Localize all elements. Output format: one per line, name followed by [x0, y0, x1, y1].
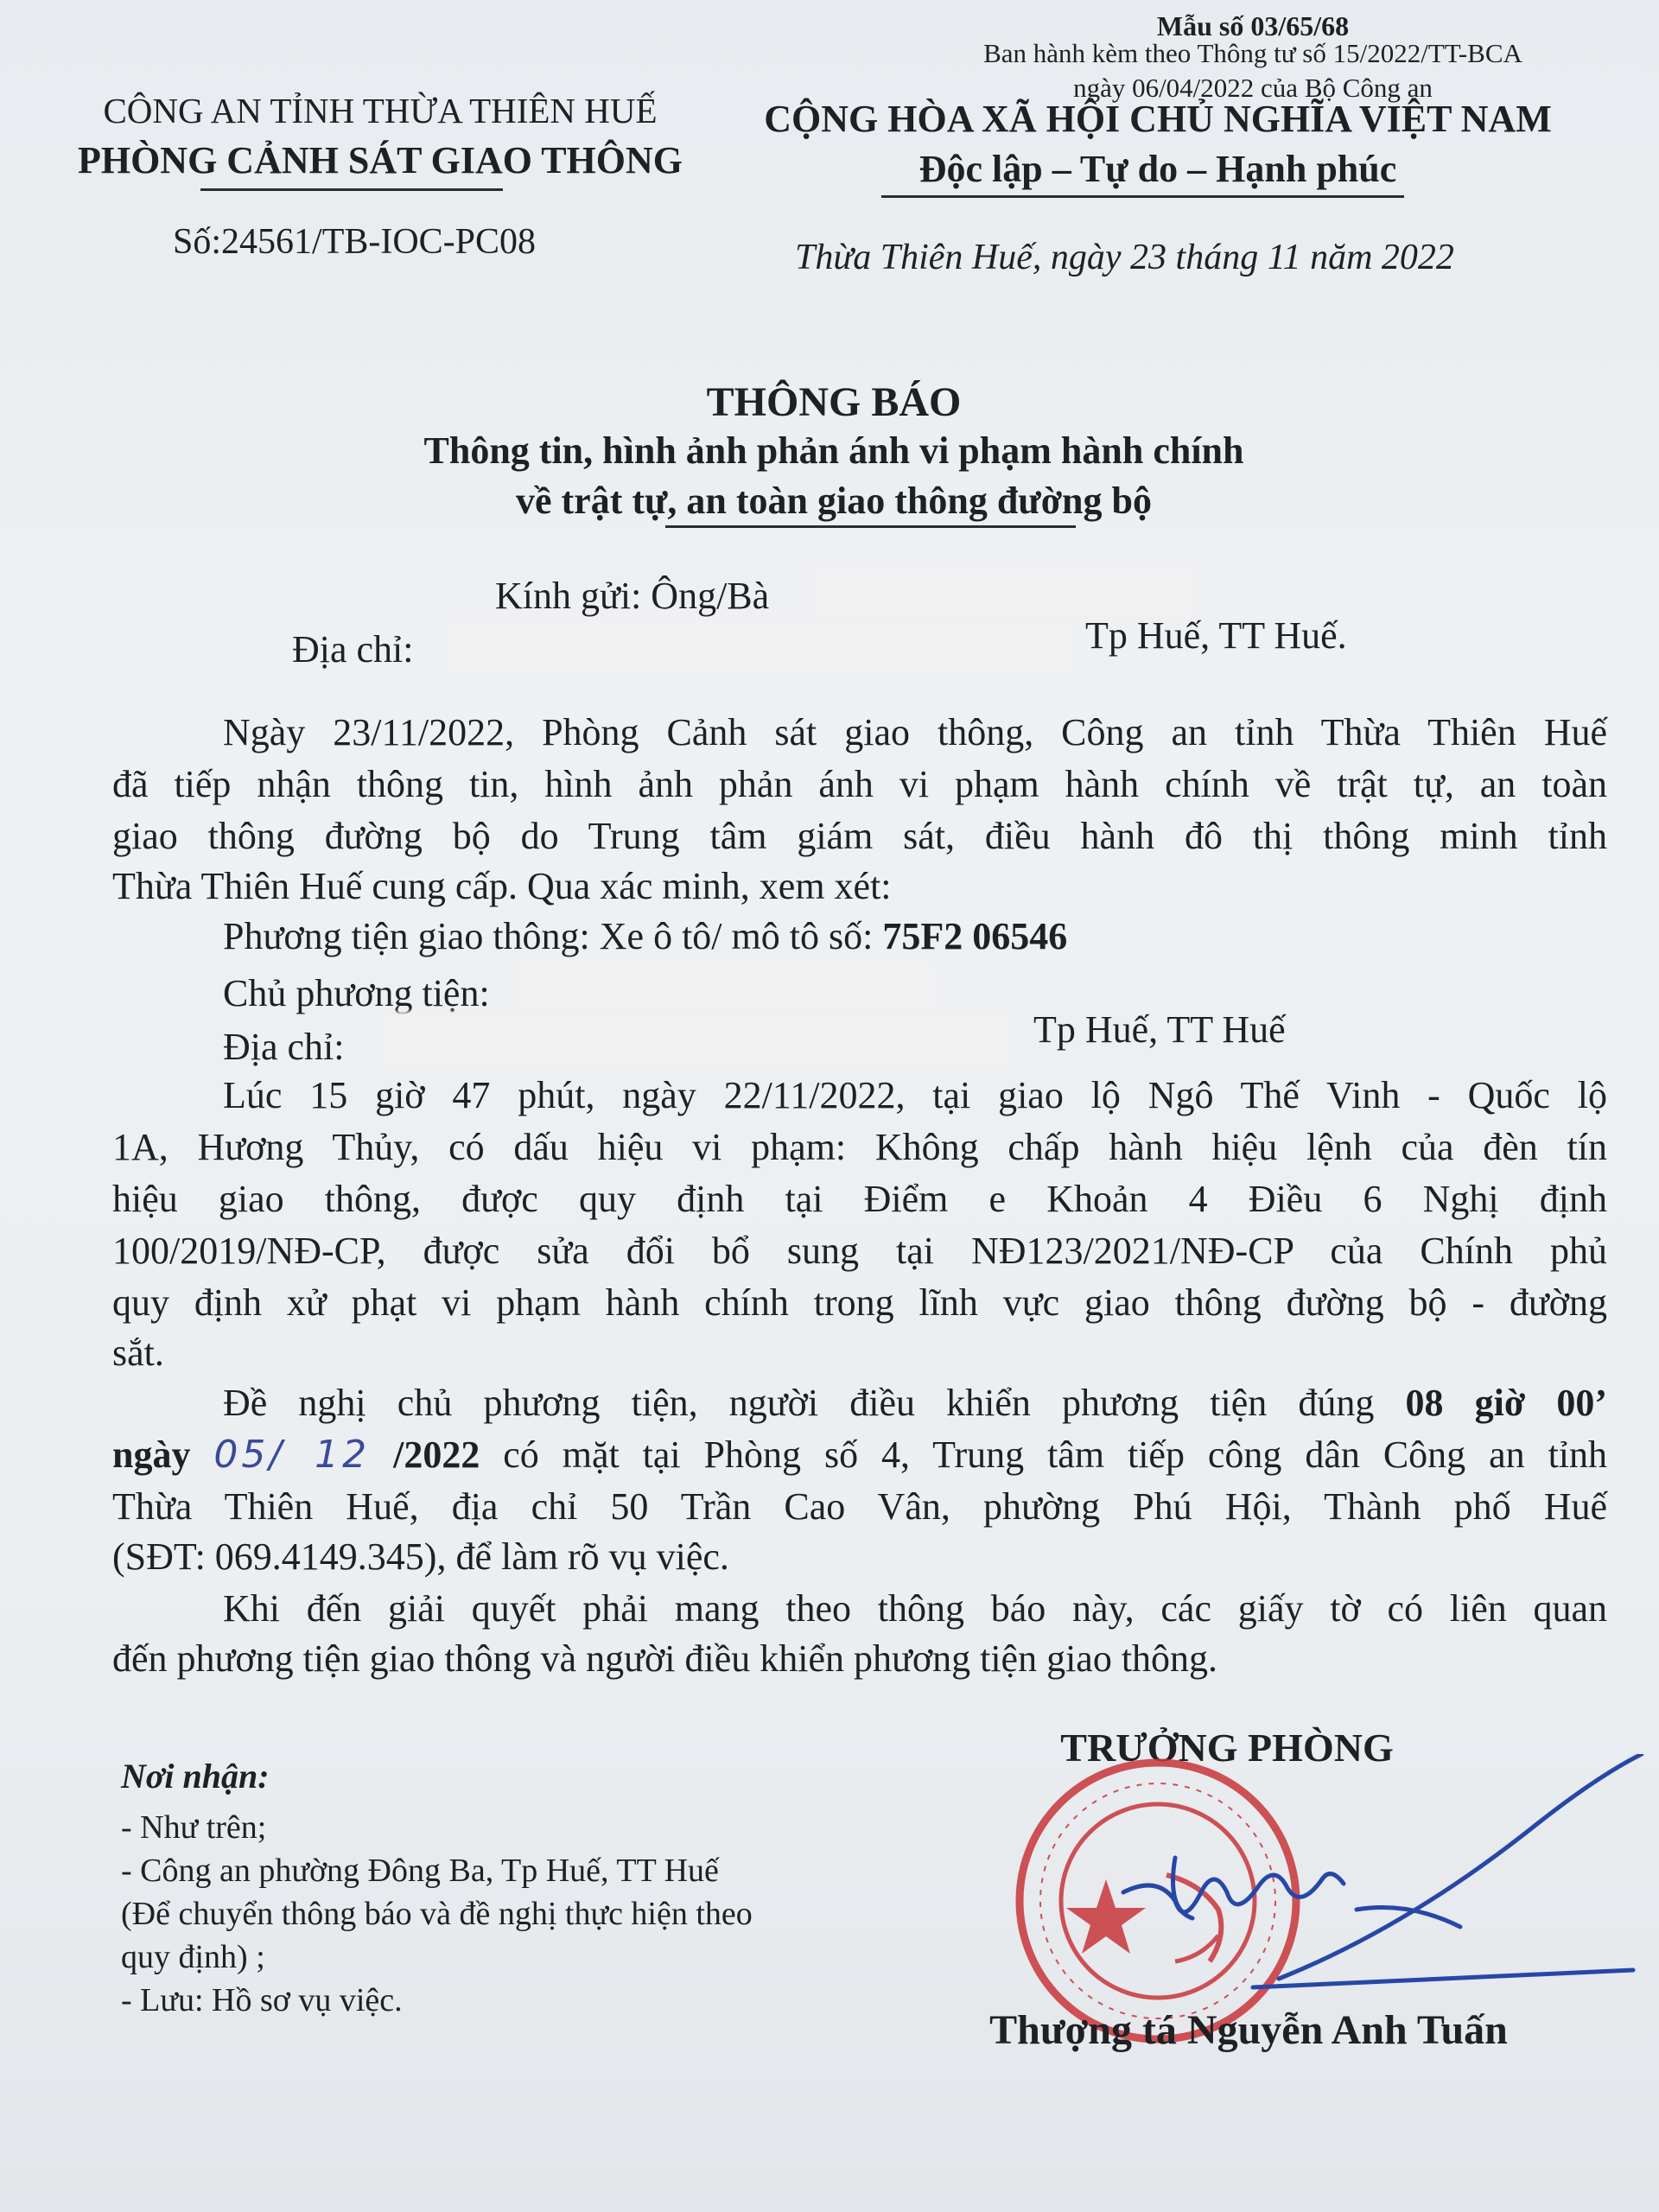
violation-l2: 1A, Hương Thủy, có dấu hiệu vi phạm: Không chấp hành hiệu lệnh của đèn tín	[112, 1126, 1607, 1168]
owner-label: Chủ phương tiện:	[223, 972, 490, 1014]
form-issued-by: Ban hành kèm theo Thông tư số 15/2022/TT-BCA	[983, 38, 1522, 68]
recipients-heading: Nơi nhận:	[121, 1757, 270, 1796]
violation-l6: sắt.	[112, 1332, 164, 1374]
body-p1-l3: giao thông đường bộ do Trung tâm giám sát, điều hành đô thị thông minh tỉnh	[112, 815, 1607, 857]
redacted-owner	[518, 963, 933, 1011]
summons-l1: Đề nghị chủ phương tiện, người điều khiển phương tiện đúng 08 giờ 00’	[223, 1382, 1608, 1424]
agency-name: CÔNG AN TỈNH THỪA THIÊN HUẾ	[103, 91, 658, 130]
motto-underline	[881, 195, 1404, 198]
recipients-item: - Như trên;	[121, 1809, 267, 1846]
vehicle-label: Phương tiện giao thông: Xe ô tô/ mô tô số:	[223, 915, 883, 957]
violation-l1: Lúc 15 giờ 47 phút, ngày 22/11/2022, tại giao lộ Ngô Thế Vinh - Quốc lộ	[223, 1074, 1607, 1116]
title-underline	[665, 525, 1076, 528]
country-name: CỘNG HÒA XÃ HỘI CHỦ NGHĨA VIỆT NAM	[764, 98, 1552, 140]
violation-l5: quy định xử phạt vi phạm hành chính trong lĩnh vực giao thông đường bộ - đường	[112, 1281, 1607, 1324]
vehicle-plate: 75F2 06546	[882, 915, 1068, 957]
address-label: Địa chỉ:	[292, 628, 414, 671]
summons-l4: (SĐT: 069.4149.345), để làm rõ vụ việc.	[112, 1535, 729, 1578]
place-date: Thừa Thiên Huế, ngày 23 tháng 11 năm 2022	[795, 238, 1454, 277]
recipients-item: quy định) ;	[121, 1939, 265, 1975]
signer-title: TRƯỞNG PHÒNG	[1060, 1726, 1394, 1770]
department-underline	[200, 188, 503, 191]
document-number: Số:24561/TB-IOC-PC08	[173, 222, 537, 262]
body-p1-l4: Thừa Thiên Huế cung cấp. Qua xác minh, xem xét:	[112, 865, 892, 907]
department-name: PHÒNG CẢNH SÁT GIAO THÔNG	[77, 139, 683, 181]
document-subtitle-line2: về trật tự, an toàn giao thông đường bộ	[515, 480, 1152, 522]
address-city: Tp Huế, TT Huế.	[1085, 614, 1347, 657]
recipients-item: (Để chuyển thông báo và đề nghị thực hiện theo	[121, 1896, 753, 1932]
recipients-item: - Công an phường Đông Ba, Tp Huế, TT Huế	[121, 1853, 719, 1889]
official-seal-icon	[1020, 1763, 1296, 2039]
redacted-owner-address	[380, 1014, 1011, 1063]
recipients-item: - Lưu: Hồ sơ vụ việc.	[121, 1982, 403, 2018]
owner-address-city: Tp Huế, TT Huế	[1033, 1008, 1286, 1051]
redacted-address	[449, 622, 1071, 671]
bring-l2: đến phương tiện giao thông và người điều khiển phương tiện giao thông.	[112, 1637, 1218, 1680]
form-number: Mẫu số 03/65/68	[1156, 10, 1350, 41]
violation-l4: 100/2019/NĐ-CP, được sửa đổi bổ sung tại NĐ123/2021/NĐ-CP của Chính phủ	[112, 1230, 1607, 1272]
vehicle-line	[223, 914, 1067, 958]
violation-l3: hiệu giao thông, được quy định tại Điểm e Khoản 4 Điều 6 Nghị định	[112, 1178, 1607, 1220]
form-issued-date: ngày 06/04/2022 của Bộ Công an	[1073, 73, 1433, 103]
document-title: THÔNG BÁO	[706, 379, 962, 425]
handwritten-date: 05/ 12	[213, 1433, 371, 1477]
recipient-label: Kính gửi: Ông/Bà	[495, 575, 770, 617]
body-p1-l2: đã tiếp nhận thông tin, hình ảnh phản ánh vi phạm hành chính về trật tự, an toàn	[112, 763, 1607, 805]
summons-l2: ngày 05/ 12 /2022 có mặt tại Phòng số 4, Trung tâm tiếp công dân Công an tỉnh	[112, 1433, 1608, 1477]
owner-address-label: Địa chỉ:	[223, 1026, 345, 1068]
signer-name: Thượng tá Nguyễn Anh Tuấn	[989, 2007, 1508, 2053]
redacted-name	[812, 570, 1192, 615]
document-subtitle-line1: Thông tin, hình ảnh phản ánh vi phạm hành chính	[423, 429, 1244, 472]
bring-l1: Khi đến giải quyết phải mang theo thông báo này, các giấy tờ có liên quan	[223, 1587, 1607, 1630]
summons-l3: Thừa Thiên Huế, địa chỉ 50 Trần Cao Vân, phường Phú Hội, Thành phố Huế	[112, 1485, 1607, 1528]
national-motto: Độc lập – Tự do – Hạnh phúc	[918, 148, 1397, 190]
body-p1-l1: Ngày 23/11/2022, Phòng Cảnh sát giao thông, Công an tỉnh Thừa Thiên Huế	[223, 711, 1607, 753]
